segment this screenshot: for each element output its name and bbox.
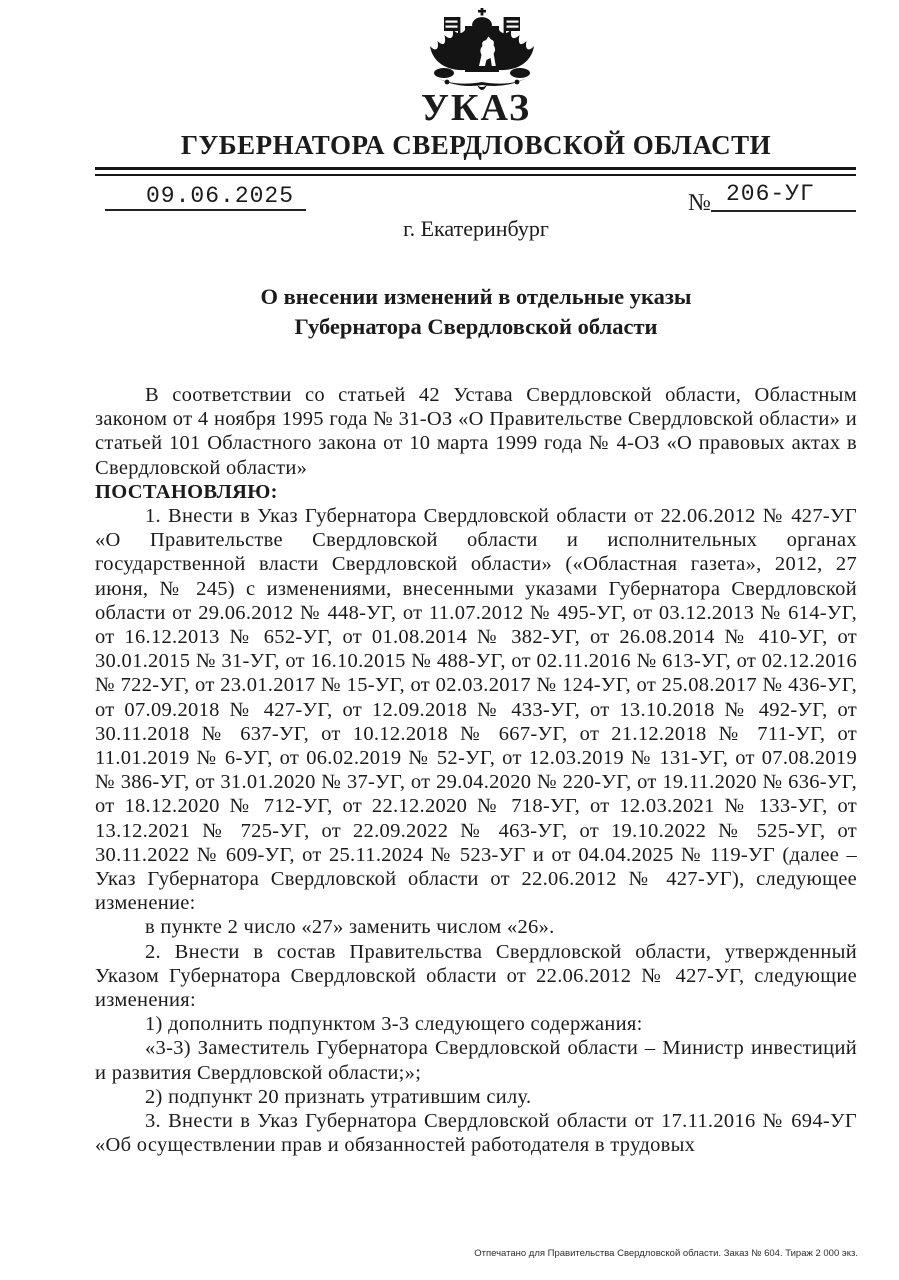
number-underline <box>711 210 856 212</box>
issuing-authority-title: ГУБЕРНАТОРА СВЕРДЛОВСКОЙ ОБЛАСТИ <box>180 130 772 160</box>
paragraph: 2) подпункт 20 признать утратившим силу. <box>145 1085 532 1108</box>
document-date: 09.06.2025 <box>146 183 295 209</box>
subject-line-2: Губернатора Свердловской области <box>294 314 658 339</box>
paragraph: 1) дополнить подпунктом 3-3 следующего содержания: <box>145 1013 643 1036</box>
paragraph: ПОСТАНОВЛЯЮ: <box>95 480 278 503</box>
issuing-city: г. Екатеринбург <box>403 216 549 241</box>
paragraph: 3. Внести в Указ Губернатора Свердловской области от 17.11.2016 № 694-УГ «Об осуществлении прав и обязанностей работодателя в трудовых <box>95 1110 857 1157</box>
paragraph: в пункте 2 число «27» заменить числом «26». <box>145 916 555 939</box>
document-type-title: УКАЗ <box>421 87 531 129</box>
header-divider-rule <box>95 167 856 176</box>
document-subject <box>95 282 857 342</box>
document-body <box>95 383 857 1158</box>
paragraph: 2. Внести в состав Правительства Свердловской области, утвержденный Указом Губернатора Свердловской области от 22.06.2012 № 427-УГ, следующие изменения: <box>95 940 857 1012</box>
paragraph: «3-3) Заместитель Губернатора Свердловской области – Министр инвестиций и развития Свердловской области;»; <box>95 1037 857 1084</box>
print-imprint: Отпечатано для Правительства Свердловской области. Заказ № 604. Тираж 2 000 экз. <box>474 1248 858 1259</box>
paragraph: 1. Внести в Указ Губернатора Свердловской области от 22.06.2012 № 427-УГ «О Правительстве Свердловской области и исполнительных органах государственной власти Свердловской области» («Областная газета», 2012, 27 июня, № 245) с изменениями, внесенными указами Губернатора Свердловской области от 29.06.2012 № 448-УГ, от 11.07.2012 № 495-УГ, от 03.12.2013 № 614-УГ, от 16.12.2013 № 652-УГ, от 01.08.2014 № 382-УГ, от 26.08.2014 № 410-УГ, от 30.01.2015 № 31-УГ, от 16.10.2015 № 488-УГ, от 02.11.2016 № 613-УГ, от 02.12.2016 № 722-УГ, от 23.01.2017 № 15-УГ, от 02.03.2017 № 124-УГ, от 25.08.2017 № 436-УГ, от 07.09.2018 № 427-УГ, от 12.09.2018 № 433-УГ, от 13.10.2018 № 492-УГ, от 30.11.2018 № 637-УГ, от 10.12.2018 № 667-УГ, от 21.12.2018 № 711-УГ, от 11.01.2019 № 6-УГ, от 06.02.2019 № 52-УГ, от 12.03.2019 № 131-УГ, от 07.08.2019 № 386-УГ, от 31.01.2020 № 37-УГ, от 29.04.2020 № 220-УГ, от 19.11.2020 № 636-УГ, от 18.12.2020 № 712-УГ, от 22.12.2020 № 718-УГ, от 12.03.2021 № 133-УГ, от 13.12.2021 № 725-УГ, от 22.09.2022 № 463-УГ, от 19.10.2022 № 525-УГ, от 30.11.2022 № 609-УГ, от 25.11.2024 № 523-УГ и от 04.04.2025 № 119-УГ (далее – Указ Губернатора Свердловской области от 22.06.2012 № 427-УГ), следующее изменение: <box>95 505 857 915</box>
document-number: 206-УГ <box>726 181 815 207</box>
number-sign-label: № <box>688 190 711 216</box>
subject-line-1: О внесении изменений в отдельные указы <box>260 284 692 309</box>
date-underline <box>105 209 306 211</box>
paragraph: В соответствии со статьей 42 Устава Свердловской области, Областным законом от 4 ноября 1995 года № 31-ОЗ «О Правительстве Свердловской области» и статьей 101 Областного закона от 10 марта 1999 года № 4-ОЗ «О правовых актах в Свердловской области» <box>95 384 857 479</box>
